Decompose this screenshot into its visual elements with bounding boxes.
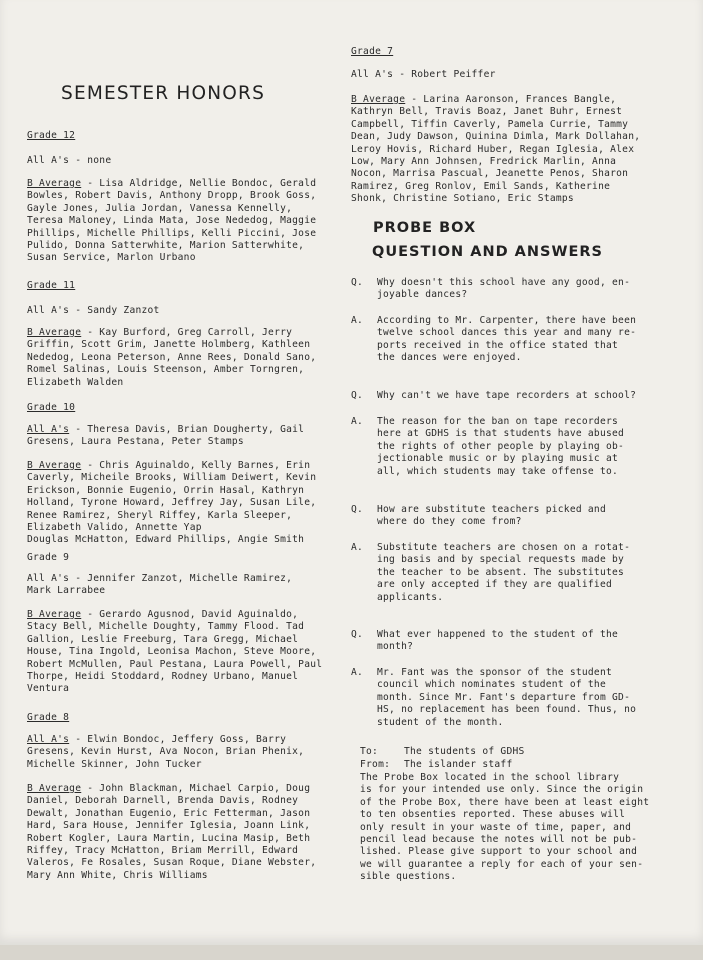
answer-2 bbox=[351, 416, 651, 477]
answer-2-text: The reason for the ban on tape recorders here at GDHS is that students have abused the rights of other people by playing ob- jectionable music or by playing music at all, which students may take offense to. bbox=[377, 416, 625, 477]
to-value: The students of GDHS bbox=[404, 746, 525, 758]
probe-box-closing-paragraph: The Probe Box located in the school library is for your intended use only. Since the origin of the Probe Box, there have been at least eight to ten obsenties reported. These abuses will only result in your waste of time, paper, and pencil lead because the notes will not be pub- lished. Please give support to your school and we will guarantee a reply for each of your sen- sible questions. bbox=[360, 772, 650, 883]
answer-3 bbox=[351, 542, 651, 603]
answer-4-text: Mr. Fant was the sponsor of the student council which nominates student of the month. Since Mr. Fant's departure from GD- HS, no replacement has been found. Thus, no student of the month. bbox=[377, 667, 637, 728]
page-edge bbox=[0, 945, 703, 960]
q-label: Q. bbox=[351, 277, 364, 288]
grade-7-heading: Grade 7 bbox=[351, 46, 394, 57]
q-label: Q. bbox=[351, 629, 364, 640]
from-line bbox=[360, 747, 512, 772]
grade-8-b-names: - John Blackman, Michael Carpio, Doug Daniel, Deborah Darnell, Brenda Davis, Rodney Dewalt, Jonathan Eugenio, Eric Fetterman, Jason Hard, Sara House, Jennifer Iglesia, Joann Link, Robert Kogler, Laura Martin, Lucina Masip, Beth Riffey, Tracy McHatton, Briam Merrill, Edward Valeros, Fe Rosales, Susan Roque, Diane Webster, Mary Ann White, Chris Williams bbox=[27, 783, 317, 881]
grade-10-b-names: - Chris Aguinaldo, Kelly Barnes, Erin Caverly, Micheile Brooks, William Deiwert, Kevin Erickson, Bonnie Eugenio, Orrin Hasal, Kathryn Holland, Tyrone Howard, Jeffrey Jay, Susan Lile, Renee Ramirez, Sheryl Riffey, Karla Sleeper, Elizabeth Valido, Annette Yap Douglas McHatton, Edward Phillips, Angie Smith bbox=[27, 460, 317, 546]
a-label: A. bbox=[351, 315, 364, 326]
grade-11-b-average bbox=[27, 327, 327, 389]
question-and-answers-heading: QUESTION AND ANSWERS bbox=[372, 244, 603, 260]
q-label: Q. bbox=[351, 390, 364, 401]
question-1 bbox=[351, 277, 651, 314]
grade-9-b-average bbox=[27, 609, 327, 696]
from-value: The islander staff bbox=[404, 759, 513, 771]
grade-11-heading: Grade 11 bbox=[27, 280, 76, 291]
probe-box-heading: PROBE BOX bbox=[373, 220, 477, 236]
grade-8-heading: Grade 8 bbox=[27, 712, 70, 723]
answer-4 bbox=[351, 667, 651, 728]
all-a-label: All A's bbox=[27, 734, 70, 745]
grade-9-heading: Grade 9 bbox=[27, 552, 70, 563]
question-4-text: What ever happened to the student of the month? bbox=[377, 629, 619, 653]
from-label: From: bbox=[360, 759, 391, 771]
grade-7-all-a: All A's - Robert Peiffer bbox=[351, 69, 496, 80]
grade-12-all-a: All A's - none bbox=[27, 155, 112, 166]
answer-1-text: According to Mr. Carpenter, there have been twelve school dances this year and many re- ports received in the office stated that the dances were enjoyed. bbox=[377, 315, 637, 364]
grade-7-b-average bbox=[351, 94, 661, 206]
b-average-label: B Average bbox=[27, 609, 82, 620]
semester-honors-title: SEMESTER HONORS bbox=[61, 83, 266, 104]
grade-9-all-a: All A's - Jennifer Zanzot, Michelle Ramirez, Mark Larrabee bbox=[27, 573, 293, 597]
question-3 bbox=[351, 504, 651, 541]
question-1-text: Why doesn't this school have any good, en- joyable dances? bbox=[377, 277, 631, 301]
grade-10-b-average bbox=[27, 460, 327, 547]
grade-9-b-names: - Gerardo Agusnod, David Aguinaldo, Stacy Bell, Michelle Doughty, Tammy Flood. Tad Gallion, Leslie Freeburg, Tara Gregg, Michael House, Tina Ingold, Leonisa Machon, Steve Moore, Robert McMullen, Paul Pestana, Laura Powell, Paul Thorpe, Heidi Stoddard, Rodney Urbano, Manuel Ventura bbox=[27, 609, 323, 695]
b-average-label: B Average bbox=[27, 327, 82, 338]
question-4 bbox=[351, 629, 651, 666]
a-label: A. bbox=[351, 542, 364, 553]
question-3-text: How are substitute teachers picked and where do they come from? bbox=[377, 504, 606, 528]
all-a-label: All A's bbox=[27, 424, 70, 435]
grade-7-b-names: - Larina Aaronson, Frances Bangle, Kathryn Bell, Travis Boaz, Janet Buhr, Ernest Campbell, Tiffin Caverly, Pamela Currie, Tammy Dean, Judy Dawson, Quinina Dimla, Mark Dollahan, Leroy Hovis, Richard Huber, Regan Iglesia, Alex Low, Mary Ann Johnsen, Fredrick Marlin, Anna Nocon, Marrisa Pascual, Jeanette Penos, Sharon Ramirez, Greg Ronlov, Emil Sands, Katherine Shonk, Christine Sotiano, Eric Stamps bbox=[351, 94, 641, 205]
grade-10-all-a-names: - Theresa Davis, Brian Dougherty, Gail Gresens, Laura Pestana, Peter Stamps bbox=[27, 424, 305, 448]
grade-10-all-a bbox=[27, 424, 327, 449]
b-average-label: B Average bbox=[27, 178, 82, 189]
grade-11-b-names: - Kay Burford, Greg Carroll, Jerry Griffin, Scott Grim, Janette Holmberg, Kathleen Nededog, Leona Peterson, Anne Rees, Donald Sano, Romel Salinas, Louis Steenson, Amber Torngren, Elizabeth Walden bbox=[27, 327, 317, 388]
grade-8-b-average bbox=[27, 783, 327, 882]
grade-8-all-a-names: - Elwin Bondoc, Jeffery Goss, Barry Gresens, Kevin Hurst, Ava Nocon, Brian Phenix, Michelle Skinner, John Tucker bbox=[27, 734, 305, 770]
b-average-label: B Average bbox=[351, 94, 406, 105]
b-average-label: B Average bbox=[27, 783, 82, 794]
grade-12-heading: Grade 12 bbox=[27, 130, 76, 141]
b-average-label: B Average bbox=[27, 460, 82, 471]
a-label: A. bbox=[351, 667, 364, 678]
q-label: Q. bbox=[351, 504, 364, 515]
answer-3-text: Substitute teachers are chosen on a rotat- ing basis and by special requests made by the teacher to be absent. The substitutes are only accepted if they are qualified applicants. bbox=[377, 542, 631, 603]
grade-11-all-a: All A's - Sandy Zanzot bbox=[27, 305, 160, 316]
grade-8-all-a bbox=[27, 734, 327, 771]
answer-1 bbox=[351, 315, 651, 364]
grade-10-heading: Grade 10 bbox=[27, 402, 76, 413]
to-label: To: bbox=[360, 746, 379, 758]
question-2-text: Why can't we have tape recorders at school? bbox=[377, 390, 637, 401]
grade-12-b-average bbox=[27, 178, 327, 265]
grade-12-b-names: - Lisa Aldridge, Nellie Bondoc, Gerald Bowles, Robert Davis, Anthony Dropp, Brook Goss, Gayle Jones, Julia Jordan, Vanessa Kennelly, Teresa Maloney, Linda Mata, Jose Nededog, Maggie Phillips, Michelle Phillips, Kelli Piccini, Jose Pulido, Donna Satterwhite, Marion Satterwhite, Susan Service, Marlon Urbano bbox=[27, 178, 317, 264]
a-label: A. bbox=[351, 416, 364, 427]
